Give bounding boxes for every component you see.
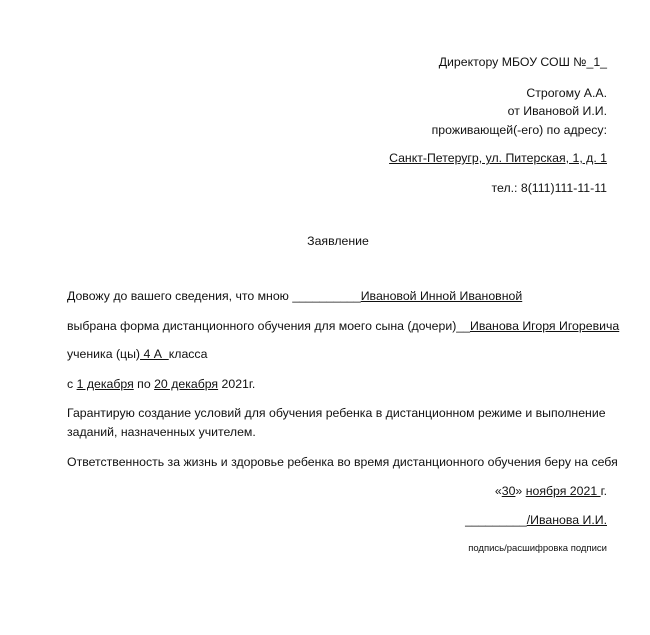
applicant-address: Санкт-Петеругр, ул. Питерская, 1, д. 1 bbox=[389, 151, 607, 165]
residing-label: проживающей(-его) по адресу: bbox=[431, 123, 607, 137]
start-date: 1 декабря bbox=[76, 377, 134, 391]
guarantee-paragraph-cont: заданий, назначенных учителем. bbox=[67, 425, 256, 439]
guarantee-paragraph: Гарантирую создание условий для обучения ребенка в дистанционном режиме и выполнение bbox=[67, 406, 606, 420]
parent-name: Ивановой Инной Ивановной bbox=[360, 289, 523, 303]
responsibility-paragraph: Ответственность за жизнь и здоровье ребенка во время дистанционного обучения беру на себя bbox=[67, 455, 618, 469]
line4-to-label: по bbox=[133, 377, 155, 391]
statement-line-3 bbox=[67, 346, 207, 362]
signature-caption: подпись/расшифровка подписи bbox=[468, 543, 607, 554]
signature-name: /Иванова И.И. bbox=[526, 513, 607, 527]
document-title: Заявление bbox=[307, 234, 369, 248]
line2-prefix: выбрана форма дистанционного обучения для моего сына (дочери) bbox=[67, 319, 457, 333]
addressee-name: Строгому А.А. bbox=[526, 86, 607, 100]
line3-prefix: ученика (цы) bbox=[67, 347, 141, 361]
applicant-phone: тел.: 8(111)111-11-11 bbox=[491, 181, 607, 195]
statement-line-1 bbox=[67, 288, 650, 304]
line2-blank: __ bbox=[456, 319, 470, 333]
signature-line bbox=[465, 512, 607, 528]
line1-prefix: Довожу до вашего сведения, что мною bbox=[67, 289, 293, 303]
class-value: 4 А bbox=[140, 347, 169, 361]
applicant-name: от Ивановой И.И. bbox=[507, 104, 607, 118]
signature-blank: _________ bbox=[465, 513, 527, 527]
line4-from-label: с bbox=[67, 377, 77, 391]
line1-blank: __________ bbox=[292, 289, 361, 303]
line3-suffix: класса bbox=[168, 347, 208, 361]
end-date: 20 декабря bbox=[154, 377, 219, 391]
child-name: Иванова Игоря Игоревича bbox=[469, 319, 620, 333]
addressee-director: Директору МБОУ СОШ №_1_ bbox=[438, 55, 607, 69]
statement-line-4 bbox=[67, 376, 255, 392]
statement-line-2 bbox=[67, 318, 619, 334]
signature-date: «30» ноября 2021 г. bbox=[494, 484, 607, 498]
year: 2021г. bbox=[218, 377, 256, 391]
